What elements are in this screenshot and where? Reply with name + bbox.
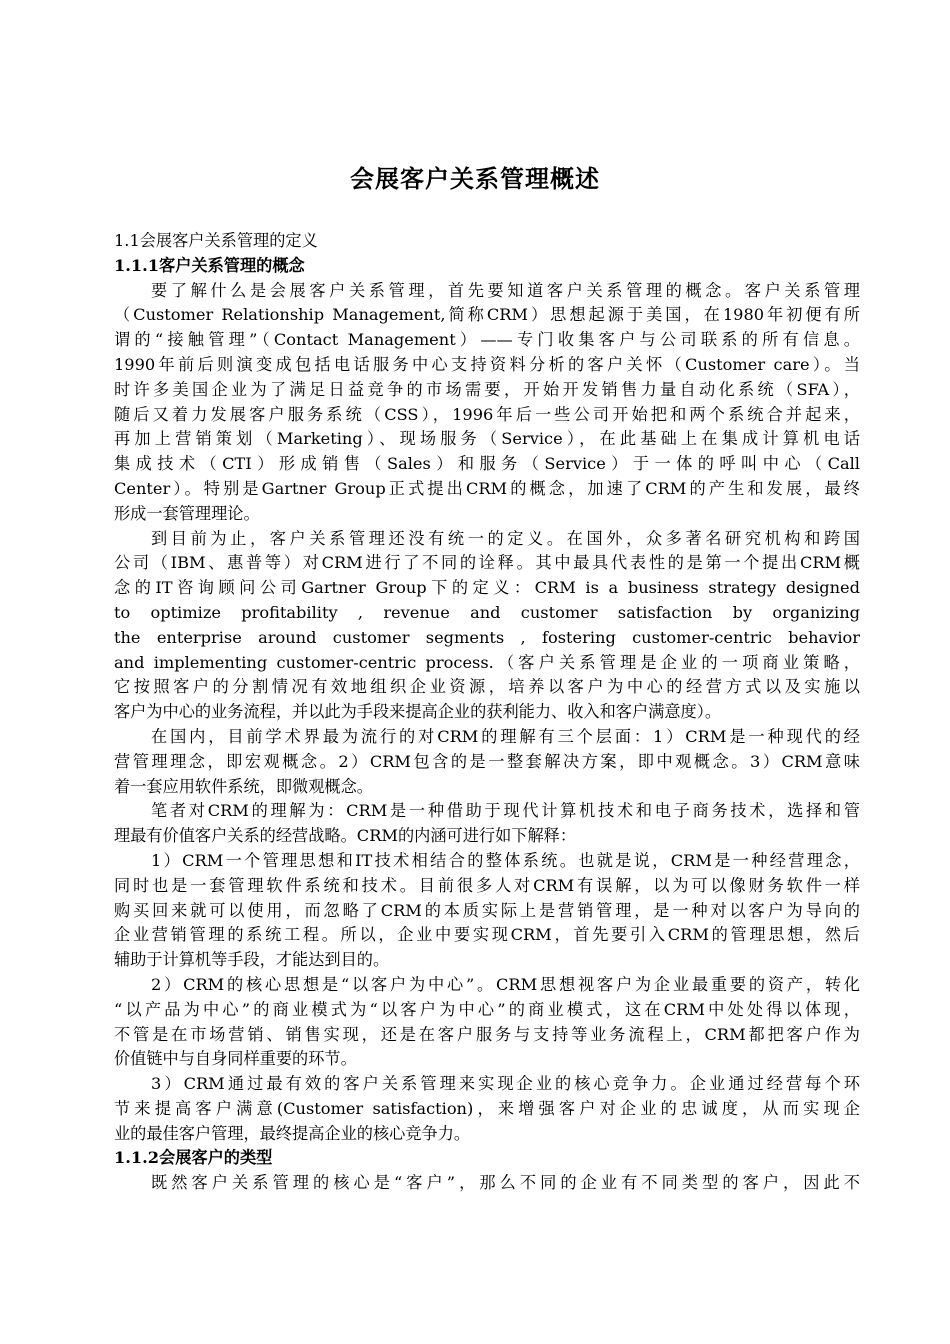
text-line: 随后又着力发展客户服务系统（CSS），1996年后一些公司开始把和两个系统合并起来，: [114, 404, 860, 424]
text-line: Center）。特别是Gartner Group正式提出CRM的概念，加速了CRM的产生和发展，最终: [114, 478, 860, 498]
text-line: 辅助于计算机等手段，才能达到目的。: [114, 950, 390, 970]
text-line: 笔者对CRM的理解为：CRM是一种借助于现代计算机技术和电子商务技术，选择和管: [151, 801, 860, 821]
text-line: 价值链中与自身同样重要的环节。: [114, 1049, 357, 1069]
section-heading: 1.1.1客户关系管理的概念: [114, 255, 305, 275]
text-line: 业的最佳客户管理，最终提高企业的核心竞争力。: [114, 1123, 471, 1143]
page-title: 会展客户关系管理概述: [350, 165, 600, 193]
text-line: the enterprise around customer segments , fostering customer-centric behavior: [114, 627, 860, 647]
text-line: 企业营销管理的系统工程。所以，企业中要实现CRM，首先要引入CRM的管理思想，然后: [114, 925, 860, 945]
text-line: 不管是在市场营销、销售实现，还是在客户服务与支持等业务流程上，CRM都把客户作为: [114, 1024, 860, 1044]
text-line: 时许多美国企业为了满足日益竞争的市场需要，开始开发销售力量自动化系统（SFA），: [114, 379, 860, 399]
text-line: 1990年前后则演变成包括电话服务中心支持资料分析的客户关怀（Customer care）。当: [114, 354, 860, 374]
text-line: 购买回来就可以使用，而忽略了CRM的本质实际上是营销管理，是一种对以客户为导向的: [114, 900, 860, 920]
text-line: 既然客户关系管理的核心是“客户”，那么不同的企业有不同类型的客户，因此不: [151, 1173, 860, 1193]
text-line: 客户为中心的业务流程，并以此为手段来提高企业的获利能力、收入和客户满意度）。: [114, 702, 722, 722]
text-line: 3）CRM通过最有效的客户关系管理来实现企业的核心竞争力。企业通过经营每个环: [151, 1074, 860, 1094]
text-line: 谓的“接触管理”（Contact Management）——专门收集客户与公司联系的所有信息。: [114, 330, 860, 350]
text-line: to optimize profitability , revenue and customer satisfaction by organizing: [114, 602, 860, 622]
text-line: 念的IT咨询顾问公司Gartner Group下的定义：CRM is a business strategy designed: [114, 578, 860, 598]
text-line: 到目前为止，客户关系管理还没有统一的定义。在国外，众多著名研究机构和跨国: [151, 528, 860, 548]
text-line: （Customer Relationship Management,简称CRM）思想起源于美国，在1980年初便有所: [114, 305, 860, 325]
text-line: 要了解什么是会展客户关系管理，首先要知道客户关系管理的概念。客户关系管理: [151, 280, 860, 300]
text-line: 理最有价值客户关系的经营战略。CRM的内涵可进行如下解释：: [114, 826, 577, 846]
text-line: 营管理理念，即宏观概念。2）CRM包含的是一整套解决方案，即中观概念。3）CRM意味: [114, 751, 860, 771]
text-line: “以产品为中心”的商业模式为“以客户为中心”的商业模式，这在CRM中处处得以体现，: [114, 999, 860, 1019]
text-line: 同时也是一套管理软件系统和技术。目前很多人对CRM有误解，以为可以像财务软件一样: [114, 875, 860, 895]
document-body: [114, 229, 860, 1196]
text-line: 再加上营销策划（Marketing）、现场服务（Service），在此基础上在集成计算机电话: [114, 429, 860, 449]
text-line: 节来提高客户满意(Customer satisfaction)，来增强客户对企业的忠诚度，从而实现企: [114, 1098, 860, 1118]
text-line: 在国内，目前学术界最为流行的对CRM的理解有三个层面：1）CRM是一种现代的经: [151, 726, 860, 746]
text-line: 着一套应用软件系统，即微观概念。: [114, 776, 373, 796]
text-line: 1.1会展客户关系管理的定义: [114, 231, 318, 250]
text-line: 1）CRM一个管理思想和IT技术相结合的整体系统。也就是说，CRM是一种经营理念，: [151, 850, 860, 870]
text-line: and implementing customer-centric process.（客户关系管理是企业的一项商业策略，: [114, 652, 860, 672]
text-line: 它按照客户的分割情况有效地组织企业资源，培养以客户为中心的经营方式以及实施以: [114, 677, 860, 697]
text-line: 2）CRM的核心思想是“以客户为中心”。CRM思想视客户为企业最重要的资产，转化: [151, 974, 860, 994]
text-line: 公司（IBM、惠普等）对CRM进行了不同的诠释。其中最具代表性的是第一个提出CRM概: [114, 553, 860, 573]
section-heading: 1.1.2会展客户的类型: [114, 1148, 273, 1168]
text-line: 集成技术（CTI）形成销售（Sales）和服务（Service）于一体的呼叫中心（Call: [114, 454, 860, 474]
text-line: 形成一套管理理论。: [114, 503, 260, 523]
